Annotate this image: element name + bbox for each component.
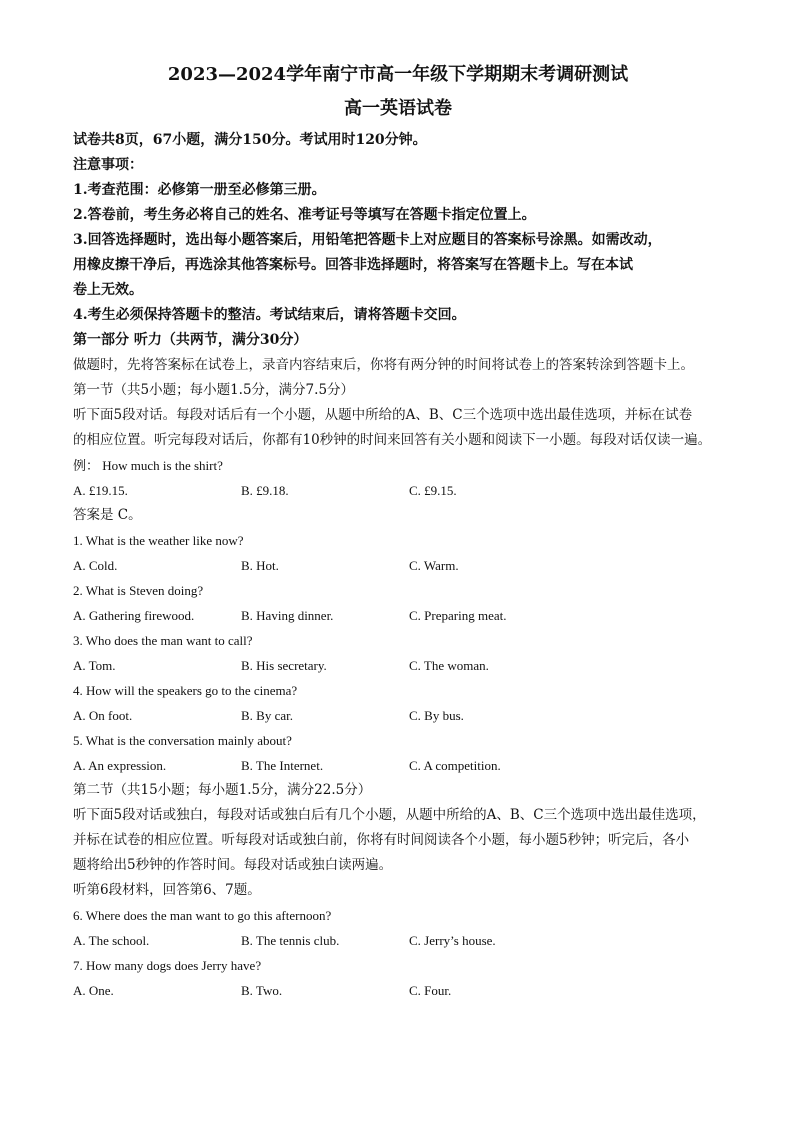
- section2-instructions: 听下面5段对话或独白，每段对话或独白后有几个小题，从题中所给的A、B、C三个选项中选出最佳选项，: [73, 807, 706, 823]
- question: 6. Where does the man want to go this afternoon?: [73, 908, 332, 923]
- option-b: B. Hot.: [241, 558, 279, 573]
- example-question: 例： How much is the shirt?: [73, 458, 223, 473]
- option-b: B. The Internet.: [241, 758, 324, 773]
- option-b: B. By car.: [241, 708, 293, 723]
- part1-instructions: 做题时，先将答案标在试卷上，录音内容结束后，你将有两分钟的时间将试卷上的答案转涂到答题卡上。: [73, 357, 694, 373]
- notice-item: 2.答卷前，考生务必将自己的姓名、准考证号等填写在答题卡指定位置上。: [73, 207, 536, 223]
- question: 4. How will the speakers go to the cinema?: [73, 683, 298, 698]
- option-a: A. Tom.: [73, 658, 116, 673]
- question: 3. Who does the man want to call?: [73, 633, 253, 648]
- notice-item: 卷上无效。: [73, 282, 143, 298]
- question: 2. What is Steven doing?: [73, 583, 204, 598]
- section1-instructions: 的相应位置。听完每段对话后，你都有10秒钟的时间来回答有关小题和阅读下一小题。每段对话仅读一遍。: [73, 432, 712, 448]
- option-a: A. Gathering firewood.: [73, 608, 195, 623]
- option-a: A. £19.15.: [73, 483, 128, 498]
- notice-item: 3.回答选择题时，选出每小题答案后，用铅笔把答题卡上对应题目的答案标号涂黑。如需改动，: [73, 232, 662, 248]
- option-c: C. £9.15.: [409, 483, 457, 498]
- option-a: A. One.: [73, 983, 114, 998]
- question: 1. What is the weather like now?: [73, 533, 244, 548]
- option-c: C. Four.: [409, 983, 452, 998]
- option-b: B. The tennis club.: [241, 933, 340, 948]
- option-c: C. A competition.: [409, 758, 501, 773]
- question: 7. How many dogs does Jerry have?: [73, 958, 262, 973]
- section1-header: 第一节（共5小题；每小题1.5分，满分7.5分）: [73, 382, 355, 398]
- question-options: [73, 753, 723, 778]
- option-a: A. An expression.: [73, 758, 167, 773]
- option-a: A. Cold.: [73, 558, 118, 573]
- section2-instructions: 并标在试卷的相应位置。听每段对话或独白前，你将有时间阅读各个小题，每小题5秒钟；听完后，各小: [73, 832, 690, 848]
- question-options: [73, 553, 723, 578]
- notice-item: 1.考查范围：必修第一册至必修第三册。: [73, 182, 326, 198]
- option-c: C. The woman.: [409, 658, 489, 673]
- option-c: C. Preparing meat.: [409, 608, 507, 623]
- section2-instructions: 题将给出5秒钟的作答时间。每段对话或独白读两遍。: [73, 857, 393, 873]
- section2-header: 第二节（共15小题；每小题1.5分，满分22.5分）: [73, 782, 372, 798]
- question-options: [73, 603, 723, 628]
- exam-intro: 试卷共8页，67小题，满分150分。考试用时120分钟。: [73, 132, 427, 148]
- notice-item: 用橡皮擦干净后，再选涂其他答案标号。回答非选择题时，将答案写在答题卡上。写在本试: [73, 257, 633, 273]
- notice-header: 注意事项：: [73, 157, 143, 173]
- question-options: [73, 653, 723, 678]
- material-label: 听第6段材料，回答第6、7题。: [73, 882, 261, 898]
- option-a: A. The school.: [73, 933, 150, 948]
- exam-title: 2023—2024学年南宁市高一年级下学期期末考调研测试: [167, 64, 629, 85]
- option-c: C. Warm.: [409, 558, 459, 573]
- option-c: C. Jerry’s house.: [409, 933, 496, 948]
- option-b: B. £9.18.: [241, 483, 289, 498]
- example-options: [73, 478, 723, 503]
- question: 5. What is the conversation mainly about?: [73, 733, 292, 748]
- exam-page: [73, 62, 723, 1003]
- example-answer: 答案是 C。: [73, 507, 142, 523]
- option-b: B. Two.: [241, 983, 283, 998]
- part1-header: 第一部分 听力（共两节，满分30分）: [73, 332, 308, 348]
- question-options: [73, 928, 723, 953]
- question-options: [73, 703, 723, 728]
- option-a: A. On foot.: [73, 708, 133, 723]
- exam-subtitle: 高一英语试卷: [344, 98, 452, 119]
- option-c: C. By bus.: [409, 708, 464, 723]
- question-options: [73, 978, 723, 1003]
- section1-instructions: 听下面5段对话。每段对话后有一个小题，从题中所给的A、B、C三个选项中选出最佳选项，并标在试卷: [73, 407, 693, 423]
- option-b: B. Having dinner.: [241, 608, 334, 623]
- notice-item: 4.考生必须保持答题卡的整洁。考试结束后，请将答题卡交回。: [73, 307, 466, 323]
- option-b: B. His secretary.: [241, 658, 327, 673]
